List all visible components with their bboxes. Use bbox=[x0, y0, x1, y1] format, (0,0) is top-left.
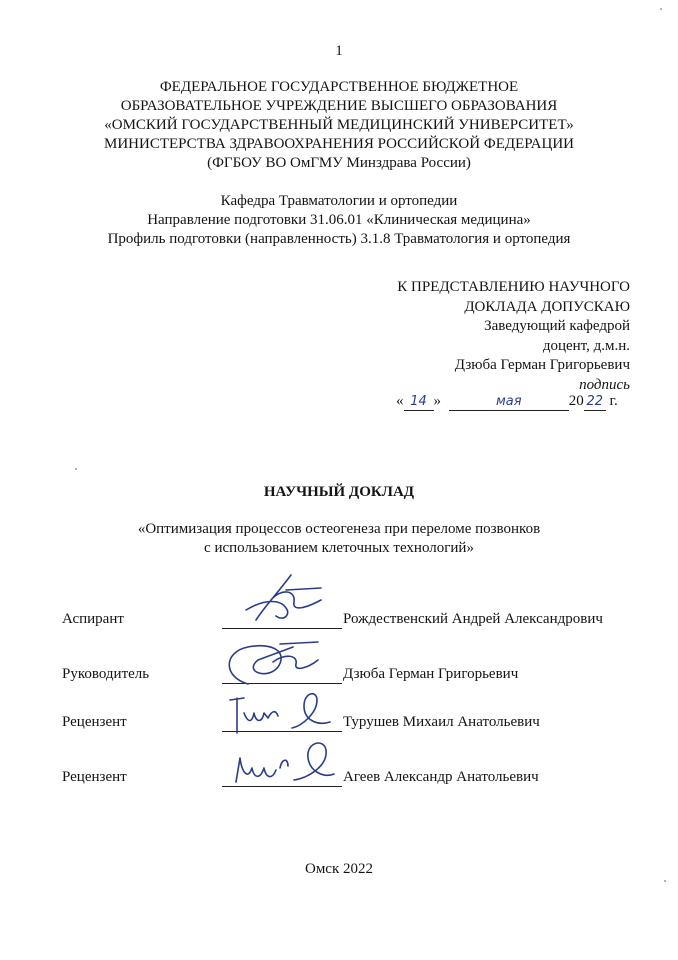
department-line: Кафедра Травматологии и ортопедии bbox=[220, 193, 458, 209]
signatory-role: Рецензент bbox=[62, 714, 127, 730]
topic-line-2: с использованием клеточных технологий» bbox=[204, 540, 474, 556]
approval-line-2: ДОКЛАДА ДОПУСКАЮ bbox=[464, 298, 630, 315]
date-open-quote: « bbox=[396, 393, 404, 409]
approval-name: Дзюба Герман Григорьевич bbox=[454, 357, 630, 373]
date-month: мая bbox=[495, 394, 522, 409]
approval-position: Заведующий кафедрой bbox=[484, 318, 630, 334]
scan-speck bbox=[660, 8, 662, 10]
signatory-name: Агеев Александр Анатольевич bbox=[343, 769, 539, 785]
department-line: Направление подготовки 31.06.01 «Клиническая медицина» bbox=[147, 212, 531, 228]
approval-degree: доцент, д.м.н. bbox=[542, 337, 630, 354]
signature-image bbox=[222, 688, 337, 738]
date-close-quote: » bbox=[433, 393, 441, 409]
signatory-role: Аспирант bbox=[62, 611, 124, 627]
date-year: 22 bbox=[586, 394, 604, 409]
date-year-prefix: 20 bbox=[568, 393, 584, 409]
department-line: Профиль подготовки (направленность) 3.1.8 Травматология и ортопедия bbox=[107, 231, 571, 247]
header-line: МИНИСТЕРСТВА ЗДРАВООХРАНЕНИЯ РОССИЙСКОЙ ФЕДЕРАЦИИ bbox=[103, 136, 575, 152]
page-number: 1 bbox=[335, 43, 343, 59]
approval-line-1: К ПРЕДСТАВЛЕНИЮ НАУЧНОГО bbox=[397, 279, 630, 295]
header-line: ФЕДЕРАЛЬНОЕ ГОСУДАРСТВЕННОЕ БЮДЖЕТНОЕ bbox=[159, 79, 519, 95]
header-line: ОБРАЗОВАТЕЛЬНОЕ УЧРЕЖДЕНИЕ ВЫСШЕГО ОБРАЗОВАНИЯ bbox=[120, 98, 558, 114]
approval-date bbox=[396, 393, 618, 411]
signature-image bbox=[218, 632, 328, 690]
signatory-name: Турушев Михаил Анатольевич bbox=[343, 714, 540, 730]
date-suffix: г. bbox=[609, 393, 618, 409]
signature-image bbox=[228, 738, 338, 790]
signatory-name: Дзюба Герман Григорьевич bbox=[343, 666, 519, 682]
city-year: Омск 2022 bbox=[304, 861, 374, 877]
scan-speck bbox=[664, 880, 666, 882]
approval-block bbox=[397, 278, 630, 395]
signature-caption: подпись bbox=[579, 376, 630, 393]
topic-line-1: «Оптимизация процессов остеогенеза при переломе позвонков bbox=[137, 521, 541, 537]
document-title: НАУЧНЫЙ ДОКЛАД bbox=[263, 484, 415, 500]
date-day: 14 bbox=[410, 394, 427, 409]
header-line: «ОМСКИЙ ГОСУДАРСТВЕННЫЙ МЕДИЦИНСКИЙ УНИВЕРСИТЕТ» bbox=[104, 117, 574, 133]
signature-image bbox=[236, 570, 326, 630]
scan-speck bbox=[75, 468, 77, 470]
signatory-role: Рецензент bbox=[62, 769, 127, 785]
header-line: (ФГБОУ ВО ОмГМУ Минздрава России) bbox=[207, 155, 471, 171]
signatory-name: Рождественский Андрей Александрович bbox=[343, 611, 603, 627]
signatory-role: Руководитель bbox=[62, 666, 150, 682]
